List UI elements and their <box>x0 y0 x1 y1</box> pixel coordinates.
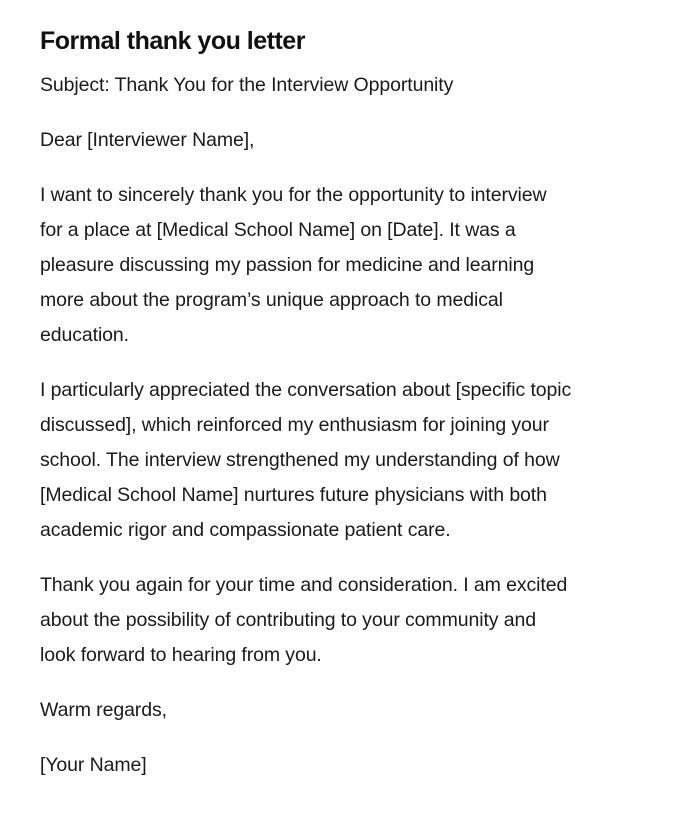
text-line: Subject: Thank You for the Interview Opportunity <box>40 74 454 96</box>
text-line: education. <box>40 324 129 346</box>
body-paragraph-2 <box>40 373 680 548</box>
document-title: Formal thank you letter <box>40 27 305 55</box>
subject-line <box>40 68 680 103</box>
closing <box>40 693 680 728</box>
text-line: about the possibility of contributing to your community and <box>40 609 536 631</box>
text-line: pleasure discussing my passion for medicine and learning <box>40 254 535 276</box>
letter-document <box>40 24 680 803</box>
text-line: I particularly appreciated the conversation about [specific topic <box>40 379 572 401</box>
text-line: I want to sincerely thank you for the opportunity to interview <box>40 184 547 206</box>
text-line: school. The interview strengthened my understanding of how <box>40 449 560 471</box>
text-line: academic rigor and compassionate patient care. <box>40 519 451 541</box>
body-paragraph-1 <box>40 178 680 353</box>
text-line: Dear [Interviewer Name], <box>40 129 255 151</box>
text-line: [Your Name] <box>40 754 147 776</box>
body-paragraph-3 <box>40 568 680 673</box>
salutation <box>40 123 680 158</box>
text-line: look forward to hearing from you. <box>40 644 322 666</box>
text-line: discussed], which reinforced my enthusiasm for joining your <box>40 414 549 436</box>
text-line: more about the program’s unique approach to medical <box>40 289 503 311</box>
text-line: [Medical School Name] nurtures future physicians with both <box>40 484 547 506</box>
text-line: Warm regards, <box>40 699 167 721</box>
signature <box>40 748 680 783</box>
text-line: Thank you again for your time and consideration. I am excited <box>40 574 568 596</box>
text-line: for a place at [Medical School Name] on [Date]. It was a <box>40 219 516 241</box>
